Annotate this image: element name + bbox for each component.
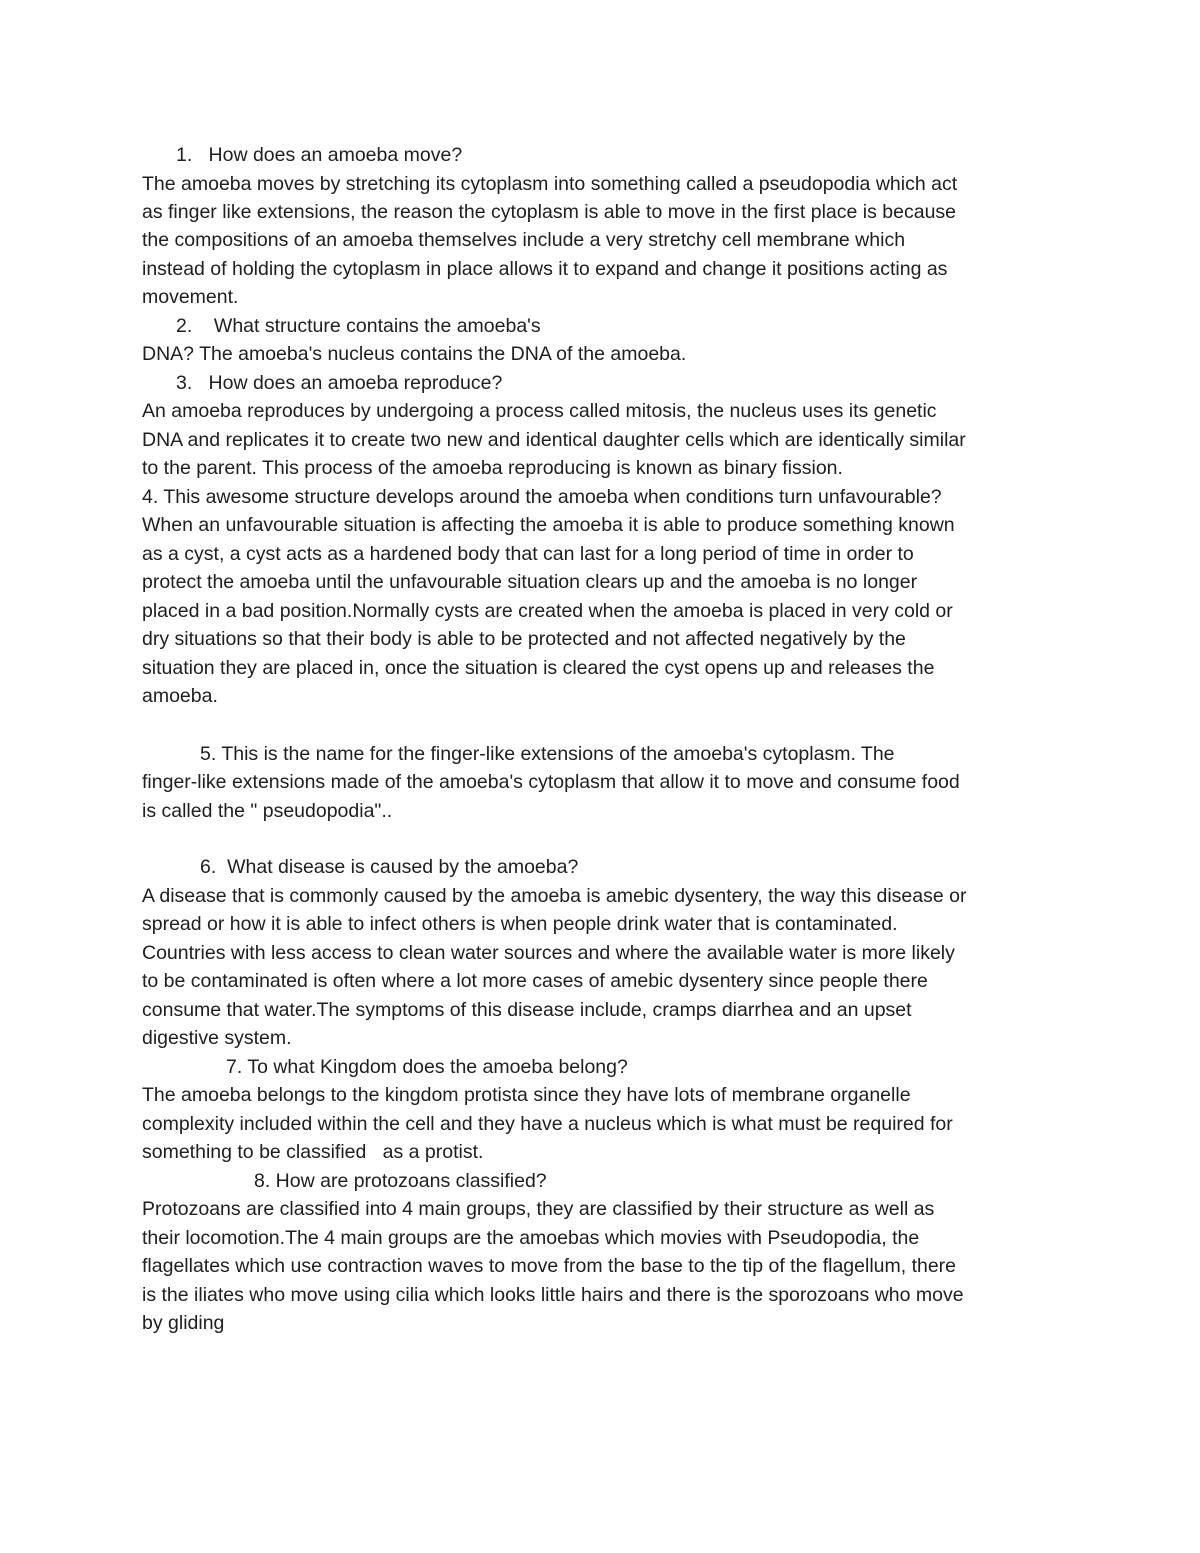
answer-4-line-7: amoeba. (142, 685, 218, 707)
answer-1-line-3: the compositions of an amoeba themselves include a very stretchy cell membrane which (142, 229, 906, 251)
answer-4-line-3: protect the amoeba until the unfavourable situation clears up and the amoeba is no longer (142, 571, 918, 593)
answer-8-line-4: is the iliates who move using cilia which looks little hairs and there is the sporozoans who move (142, 1284, 964, 1306)
answer-6-line-2: spread or how it is able to infect others is when people drink water that is contaminated. (142, 913, 898, 935)
question-2: 2. What structure contains the amoeba's (176, 315, 541, 337)
answer-7-line-3: something to be classified as a protist. (142, 1141, 484, 1163)
answer-2-line-1: DNA? The amoeba's nucleus contains the DNA of the amoeba. (142, 343, 687, 365)
answer-3-line-2: DNA and replicates it to create two new and identical daughter cells which are identically similar (142, 429, 966, 451)
question-3: 3. How does an amoeba reproduce? (176, 372, 503, 394)
answer-3-line-1: An amoeba reproduces by undergoing a process called mitosis, the nucleus uses its genetic (142, 400, 937, 422)
answer-7-line-2: complexity included within the cell and they have a nucleus which is what must be required for (142, 1113, 953, 1135)
answer-4-line-5: dry situations so that their body is able to be protected and not affected negatively by the (142, 628, 906, 650)
answer-6-line-6: digestive system. (142, 1027, 292, 1049)
answer-8-line-3: flagellates which use contraction waves to move from the base to the tip of the flagellum, there (142, 1255, 957, 1277)
answer-4-line-6: situation they are placed in, once the situation is cleared the cyst opens up and releases the (142, 657, 935, 679)
answer-6-line-1: A disease that is commonly caused by the amoeba is amebic dysentery, the way this disease or (142, 885, 967, 907)
answer-4-line-4: placed in a bad position.Normally cysts are created when the amoeba is placed in very cold or (142, 600, 953, 622)
answer-1-line-1: The amoeba moves by stretching its cytoplasm into something called a pseudopodia which act (142, 173, 958, 195)
answer-1-line-2: as finger like extensions, the reason the cytoplasm is able to move in the first place is because (142, 201, 957, 223)
answer-6-line-5: consume that water.The symptoms of this disease include, cramps diarrhea and an upset (142, 999, 912, 1021)
answer-6-line-3: Countries with less access to clean water sources and where the available water is more likely (142, 942, 955, 964)
question-1: 1. How does an amoeba move? (176, 144, 463, 166)
answer-8-line-5: by gliding (142, 1312, 225, 1334)
answer-7-line-1: The amoeba belongs to the kingdom protista since they have lots of membrane organelle (142, 1084, 911, 1106)
answer-8-line-1: Protozoans are classified into 4 main groups, they are classified by their structure as well as (142, 1198, 935, 1220)
question-8: 8. How are protozoans classified? (254, 1170, 547, 1192)
answer-3-line-3: to the parent. This process of the amoeba reproducing is known as binary fission. (142, 457, 843, 479)
answer-8-line-2: their locomotion.The 4 main groups are the amoebas which movies with Pseudopodia, the (142, 1227, 920, 1249)
answer-6-line-4: to be contaminated is often where a lot more cases of amebic dysentery since people there (142, 970, 928, 992)
question-5: 5. This is the name for the finger-like extensions of the amoeba's cytoplasm. The (200, 743, 895, 765)
question-7: 7. To what Kingdom does the amoeba belong? (226, 1056, 628, 1078)
answer-1-line-4: instead of holding the cytoplasm in place allows it to expand and change it positions acting as (142, 258, 948, 280)
answer-4-line-1: When an unfavourable situation is affecting the amoeba it is able to produce something known (142, 514, 955, 536)
answer-1-line-5: movement. (142, 286, 239, 308)
answer-4-line-2: as a cyst, a cyst acts as a hardened body that can last for a long period of time in order to (142, 543, 914, 565)
answer-5-line-2: is called the " pseudopodia".. (142, 800, 393, 822)
answer-5-line-1: finger-like extensions made of the amoeba's cytoplasm that allow it to move and consume food (142, 771, 960, 793)
question-6: 6. What disease is caused by the amoeba? (200, 856, 579, 878)
question-4: 4. This awesome structure develops around the amoeba when conditions turn unfavourable? (142, 486, 942, 508)
